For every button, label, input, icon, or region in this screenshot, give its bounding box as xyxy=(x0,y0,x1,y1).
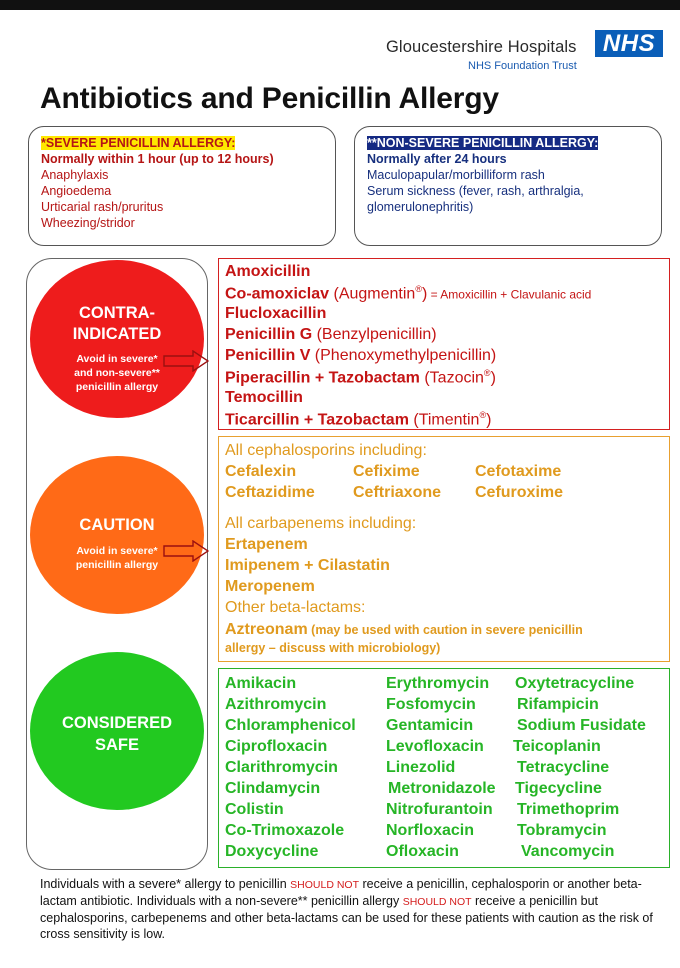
severe-allergy-box xyxy=(28,126,336,246)
drug-item: Gentamicin xyxy=(386,717,474,734)
contraindicated-note-1: Avoid in severe* xyxy=(76,353,158,365)
carbapenems-heading: All carbapenems including: xyxy=(225,515,417,532)
drug-item: Fosfomycin xyxy=(386,696,476,713)
drug-item: Aztreonam (may be used with caution in severe penicillin xyxy=(225,621,583,638)
drug-item: Tobramycin xyxy=(517,822,607,839)
contraindicated-note-3: penicillin allergy xyxy=(75,381,159,393)
nonsevere-item: glomerulonephritis) xyxy=(367,200,474,214)
drug-item: Ceftazidime xyxy=(225,484,315,501)
safe-light xyxy=(30,652,204,810)
drug-item: Norfloxacin xyxy=(386,822,475,839)
drug-item: Cefuroxime xyxy=(475,484,564,501)
caution-note-1: Avoid in severe* xyxy=(76,545,158,557)
drug-item: Nitrofurantoin xyxy=(386,801,493,818)
safe-label-1: CONSIDERED xyxy=(61,714,172,732)
drug-item: Amikacin xyxy=(225,675,297,692)
contraindicated-note-2: and non-severe** xyxy=(74,367,160,379)
drug-item: Rifampicin xyxy=(517,696,599,713)
drug-item: Ertapenem xyxy=(225,536,308,553)
drug-item: Colistin xyxy=(225,801,284,818)
contraindicated-light xyxy=(30,260,204,418)
severe-item: Anaphylaxis xyxy=(41,168,109,182)
caution-note-2: penicillin allergy xyxy=(75,559,159,571)
drug-item: Flucloxacillin xyxy=(225,305,327,322)
severe-heading: *SEVERE PENICILLIN ALLERGY: xyxy=(41,136,236,150)
safe-drug-box xyxy=(218,668,670,868)
safe-label-2: SAFE xyxy=(94,736,139,754)
drug-item: Oxytetracycline xyxy=(515,675,635,692)
nonsevere-timing: Normally after 24 hours xyxy=(367,152,507,166)
drug-item: Meropenem xyxy=(225,578,315,595)
drug-item: Azithromycin xyxy=(225,696,327,713)
severe-item: Angioedema xyxy=(41,184,112,198)
footer-note: Individuals with a severe* allergy to penicillin SHOULD NOT receive a penicillin, cephalosporin or another beta-lactam antibiotic. Individuals with a non-severe** penicillin allergy SHOULD NOT receive a penicillin but cephalosporins, carbepenems and other beta-lactams can be used for these patients with caution as the risk of cross sensitivity is low. xyxy=(40,877,653,941)
arrow-right-icon xyxy=(163,540,209,562)
drug-item: Penicillin V (Phenoxymethylpenicillin) xyxy=(225,347,497,364)
aztreonam-note: allergy – discuss with microbiology) xyxy=(225,641,441,655)
drug-item: Doxycycline xyxy=(225,843,319,860)
drug-item: Amoxicillin xyxy=(225,263,311,280)
drug-item: Ticarcillin + Tazobactam (Timentin®) xyxy=(225,410,492,429)
cephalosporins-heading: All cephalosporins including: xyxy=(225,442,427,459)
caution-label: CAUTION xyxy=(79,516,155,534)
drug-item: Levofloxacin xyxy=(386,738,484,755)
contraindicated-drug-box xyxy=(218,258,670,430)
drug-item: Teicoplanin xyxy=(513,738,601,755)
drug-item: Piperacillin + Tazobactam (Tazocin®) xyxy=(225,368,496,387)
drug-item: Ceftriaxone xyxy=(353,484,442,501)
nonsevere-heading: **NON-SEVERE PENICILLIN ALLERGY: xyxy=(367,136,599,150)
caution-light xyxy=(30,456,204,614)
nonsevere-item: Maculopapular/morbilliform rash xyxy=(367,168,545,182)
severe-timing: Normally within 1 hour (up to 12 hours) xyxy=(41,152,274,166)
other-betalactams-heading: Other beta-lactams: xyxy=(225,599,366,616)
drug-item: Vancomycin xyxy=(521,843,615,860)
arrow-right-icon xyxy=(163,350,209,372)
drug-item: Clarithromycin xyxy=(225,759,338,776)
contraindicated-label-2: INDICATED xyxy=(72,325,162,343)
drug-item: Temocillin xyxy=(225,389,303,406)
drug-item: Clindamycin xyxy=(225,780,321,797)
should-not-warning: SHOULD NOT xyxy=(290,879,359,891)
nonsevere-allergy-box xyxy=(354,126,662,246)
drug-item: Sodium Fusidate xyxy=(517,717,646,734)
drug-item: Tetracycline xyxy=(517,759,610,776)
caution-drug-box xyxy=(218,436,670,662)
drug-item: Penicillin G (Benzylpenicillin) xyxy=(225,326,437,343)
drug-item: Tigecycline xyxy=(515,780,602,797)
drug-item: Erythromycin xyxy=(386,675,490,692)
contraindicated-label-1: CONTRA- xyxy=(78,304,156,322)
drug-item: Co-amoxiclav (Augmentin®) = Amoxicillin + Clavulanic acid xyxy=(225,284,592,303)
drug-item: Cefalexin xyxy=(225,463,297,480)
drug-item: Co-Trimoxazole xyxy=(225,822,345,839)
drug-item: Cefixime xyxy=(353,463,420,480)
drug-item: Cefotaxime xyxy=(475,463,562,480)
drug-item: Linezolid xyxy=(386,759,456,776)
drug-item: Ofloxacin xyxy=(386,843,459,860)
drug-item: Metronidazole xyxy=(388,780,496,797)
organisation-trust: NHS Foundation Trust xyxy=(468,60,577,72)
severe-item: Urticarial rash/pruritus xyxy=(41,200,164,214)
nonsevere-item: Serum sickness (fever, rash, arthralgia, xyxy=(367,184,584,198)
should-not-warning: SHOULD NOT xyxy=(402,896,472,908)
organisation-name: Gloucestershire Hospitals xyxy=(386,38,577,56)
page-title: Antibiotics and Penicillin Allergy xyxy=(40,82,499,115)
drug-item: Ciprofloxacin xyxy=(225,738,328,755)
drug-item: Chloramphenicol xyxy=(225,717,356,734)
top-border-bar xyxy=(0,0,680,10)
severe-item: Wheezing/stridor xyxy=(41,216,135,230)
drug-item: Imipenem + Cilastatin xyxy=(225,557,390,574)
drug-item: Trimethoprim xyxy=(517,801,620,818)
nhs-logo: NHS xyxy=(595,30,663,57)
